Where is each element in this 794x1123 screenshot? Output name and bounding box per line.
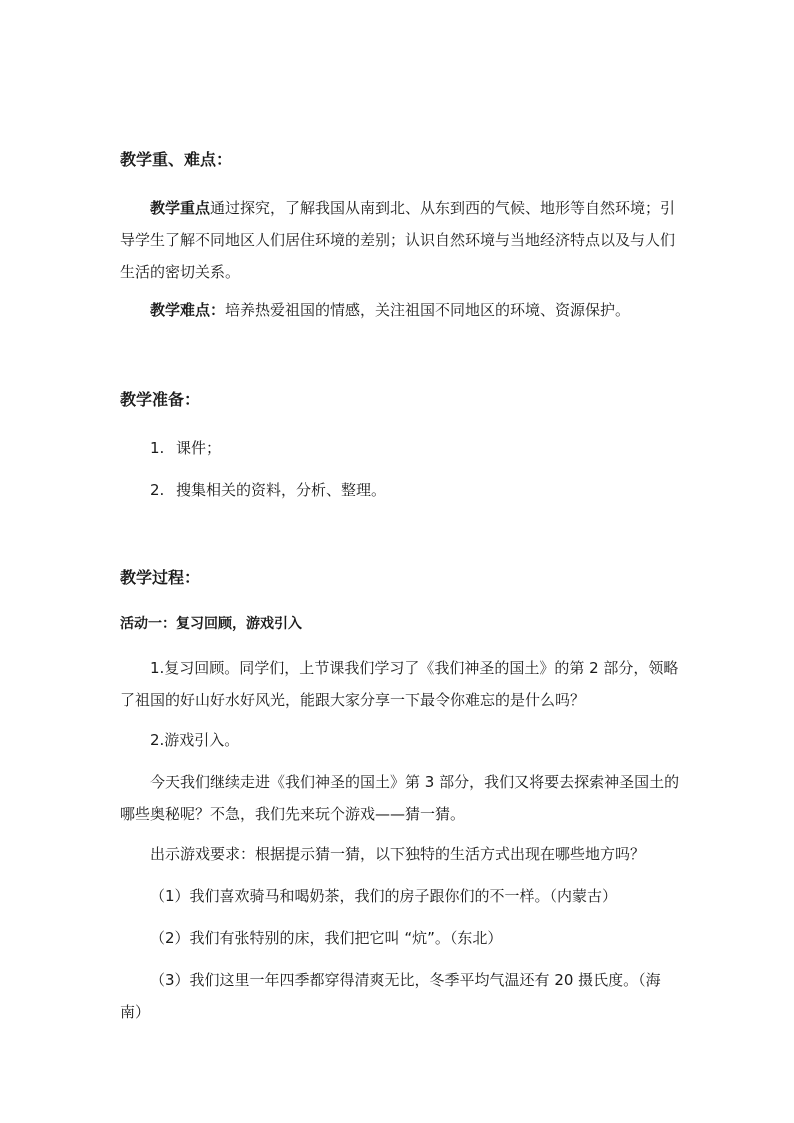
question-3: （3）我们这里一年四季都穿得清爽无比，冬季平均气温还有 20 摄氏度。（海南） xyxy=(120,971,661,1021)
list-number: 2. xyxy=(150,481,165,499)
paragraph-game-intro: 2.游戏引入。 xyxy=(150,731,240,749)
heading-preparation: 教学准备： xyxy=(120,390,201,409)
list-item xyxy=(150,432,670,464)
paragraph-teaching-focus xyxy=(120,192,680,288)
heading-key-points: 教学重、难点： xyxy=(120,150,233,169)
paragraph-continue: 今天我们继续走进《我们神圣的国土》第 3 部分，我们又将要去探索神圣国土的哪些奥秘呢？不急，我们先来玩个游戏——猜一猜。 xyxy=(120,773,680,823)
text-teaching-difficulty: 培养热爱祖国的情感，关注祖国不同地区的环境、资源保护。 xyxy=(225,301,631,319)
list-number: 1. xyxy=(150,439,165,457)
label-teaching-difficulty: 教学难点： xyxy=(150,301,226,319)
heading-process: 教学过程： xyxy=(120,568,201,587)
list-item xyxy=(150,474,670,506)
activity-title: 活动一：复习回顾，游戏引入 xyxy=(120,616,302,632)
list-text: 搜集相关的资料，分析、整理。 xyxy=(176,481,387,499)
label-teaching-focus: 教学重点 xyxy=(150,199,211,217)
paragraph-game-requirement: 出示游戏要求：根据提示猜一猜，以下独特的生活方式出现在哪些地方吗？ xyxy=(150,845,646,863)
list-text: 课件； xyxy=(176,439,222,457)
text-teaching-focus: 通过探究，了解我国从南到北、从东到西的气候、地形等自然环境；引导学生了解不同地区人们居住环境的差别；认识自然环境与当地经济特点以及与人们生活的密切关系。 xyxy=(120,199,676,281)
question-1: （1）我们喜欢骑马和喝奶茶，我们的房子跟你们的不一样。（内蒙古） xyxy=(150,887,618,905)
paragraph-teaching-difficulty xyxy=(120,294,680,326)
question-2: （2）我们有张特别的床，我们把它叫 “炕”。（东北） xyxy=(150,929,503,947)
paragraph-review: 1.复习回顾。同学们，上节课我们学习了《我们神圣的国土》的第 2 部分，领略了祖国的好山好水好风光，能跟大家分享一下最令你难忘的是什么吗？ xyxy=(120,659,679,709)
